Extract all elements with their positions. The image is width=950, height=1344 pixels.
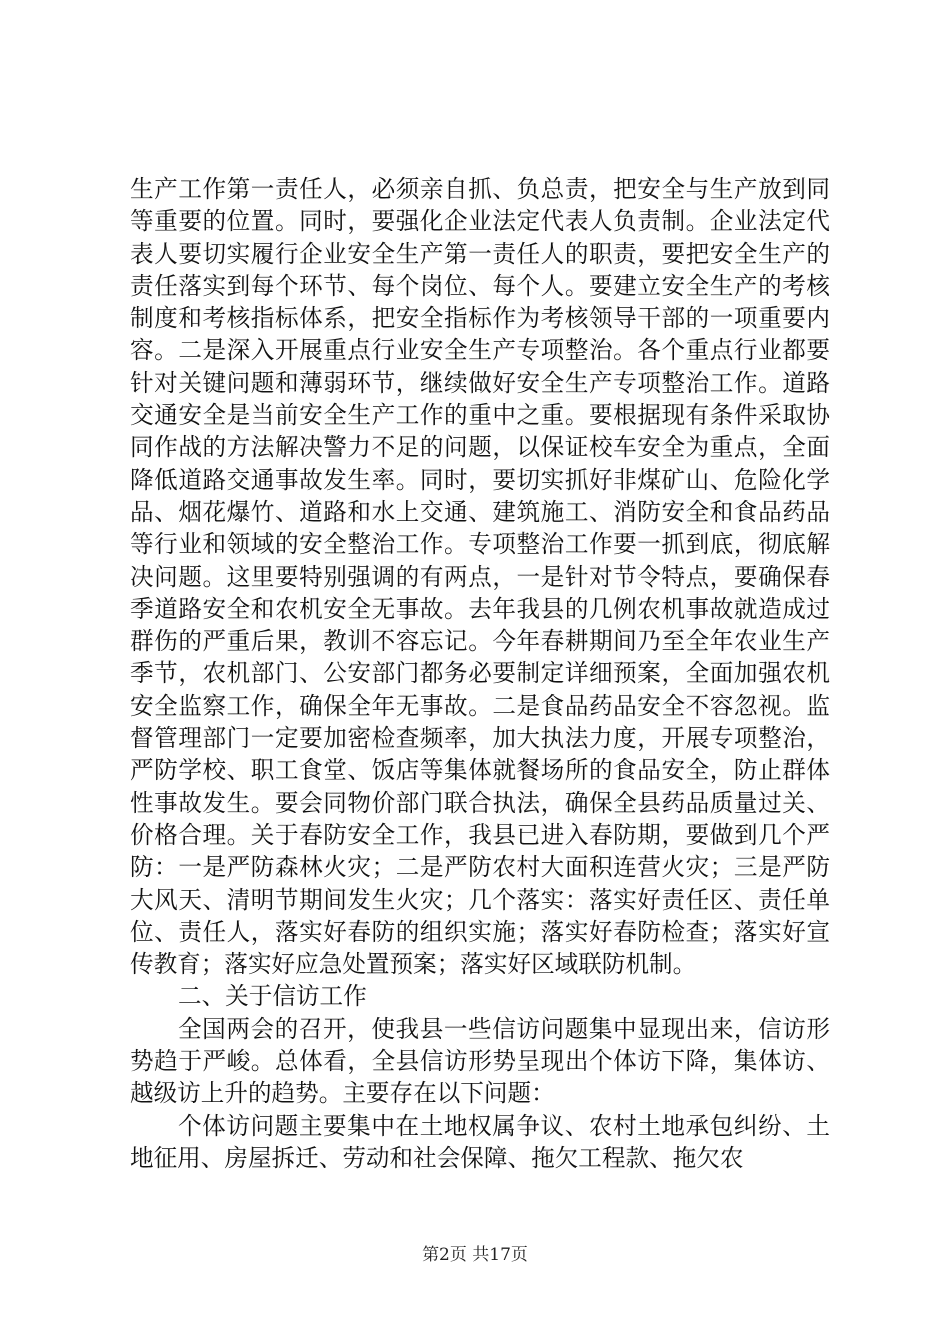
body-paragraph-2: 全国两会的召开，使我县一些信访问题集中显现出来，信访形势趋于严峻。总体看，全县信访形势呈现出个体访下降，集体访、越级访上升的趋势。主要存在以下问题： <box>130 1014 830 1108</box>
body-paragraph-3: 个体访问题主要集中在土地权属争议、农村土地承包纠纷、土地征用、房屋拆迁、劳动和社会保障、拖欠工程款、拖欠农 <box>130 1111 830 1172</box>
document-body <box>130 173 830 1174</box>
body-paragraph-1: 生产工作第一责任人，必须亲自抓、负总责，把安全与生产放到同等重要的位置。同时，要强化企业法定代表人负责制。企业法定代表人要切实履行企业安全生产第一责任人的职责，要把安全生产的责任落实到每个环节、每个岗位、每个人。要建立安全生产的考核制度和考核指标体系，把安全指标作为考核领导干部的一项重要内容。二是深入开展重点行业安全生产专项整治。各个重点行业都要针对关键问题和薄弱环节，继续做好安全生产专项整治工作。道路交通安全是当前安全生产工作的重中之重。要根据现有条件采取协同作战的方法解决警力不足的问题，以保证校车安全为重点，全面降低道路交通事故发生率。同时，要切实抓好非煤矿山、危险化学品、烟花爆竹、道路和水上交通、建筑施工、消防安全和食品药品等行业和领域的安全整治工作。专项整治工作要一抓到底，彻底解决问题。这里要特别强调的有两点，一是针对节令特点，要确保春季道路安全和农机安全无事故。去年我县的几例农机事故就造成过群伤的严重后果，教训不容忘记。今年春耕期间乃至全年农业生产季节，农机部门、公安部门都务必要制定详细预案，全面加强农机安全监察工作，确保全年无事故。二是食品药品安全不容忽视。监督管理部门一定要加密检查频率，加大执法力度，开展专项整治，严防学校、职工食堂、饭店等集体就餐场所的食品安全，防止群体性事故发生。要会同物价部门联合执法，确保全县药品质量过关、价格合理。关于春防安全工作，我县已进入春防期，要做到几个严防：一是严防森林火灾；二是严防农村大面积连营火灾；三是严防大风天、清明节期间发生火灾；几个落实：落实好责任区、责任单位、责任人，落实好春防的组织实施；落实好春防检查；落实好宣传教育；落实好应急处置预案；落实好区域联防机制。 <box>130 175 830 979</box>
section-heading: 二、关于信访工作 <box>178 982 367 1011</box>
page-number-footer: 第2页 共17页 <box>422 1245 528 1265</box>
